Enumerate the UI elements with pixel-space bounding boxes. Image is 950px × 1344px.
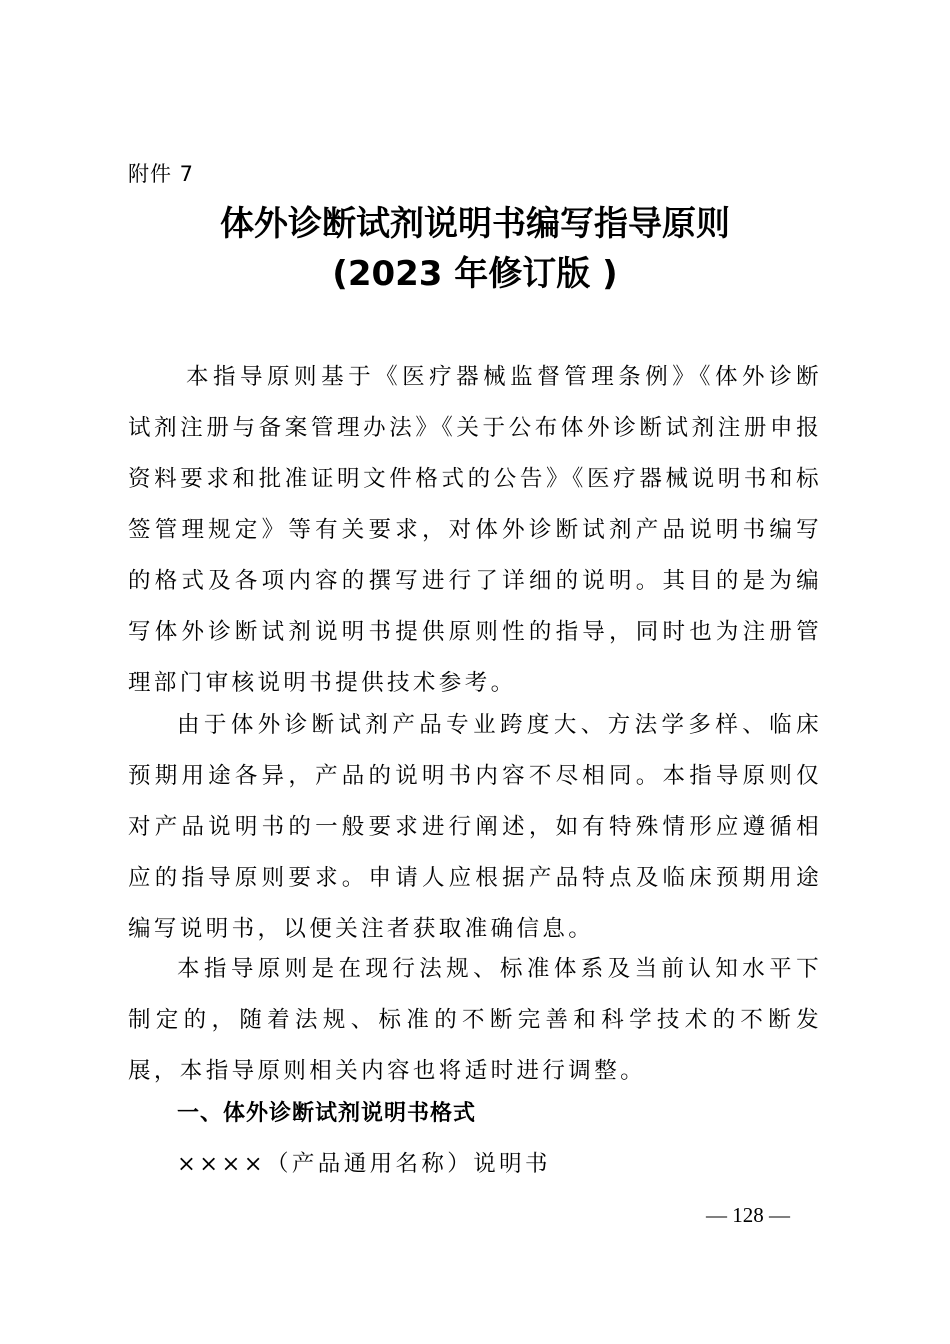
section-heading: 一、体外诊断试剂说明书格式 — [177, 1101, 477, 1126]
document-title: 体外诊断试剂说明书编写指导原则 — [220, 204, 730, 244]
document-subtitle: (2023 年修订版 ) — [332, 254, 618, 294]
section-subline: ××××（产品通用名称）说明书 — [177, 1151, 551, 1177]
paragraph-revision: 本指导原则是在现行法规、标准体系及当前认知水平下制定的，随着法规、标准的不断完善和科学技术的不断发展，本指导原则相关内容也将适时进行调整。 — [128, 956, 822, 1084]
attachment-label: 附件 7 — [128, 162, 195, 186]
paragraph-scope: 由于体外诊断试剂产品专业跨度大、方法学多样、临床预期用途各异，产品的说明书内容不尽相同。本指导原则仅对产品说明书的一般要求进行阐述，如有特殊情形应遵循相应的指导原则要求。申请人应根据产品特点及临床预期用途编写说明书，以便关注者获取准确信息。 — [128, 712, 822, 942]
page-number: — 128 — — [706, 1203, 790, 1227]
paragraph-intro: 本指导原则基于《医疗器械监督管理条例》《体外诊断试剂注册与备案管理办法》《关于公布体外诊断试剂注册申报资料要求和批准证明文件格式的公告》《医疗器械说明书和标签管理规定》等有关要求，对体外诊断试剂产品说明书编写的格式及各项内容的撰写进行了详细的说明。其目的是为编写体外诊断试剂说明书提供原则性的指导，同时也为注册管理部门审核说明书提供技术参考。 — [128, 364, 822, 696]
